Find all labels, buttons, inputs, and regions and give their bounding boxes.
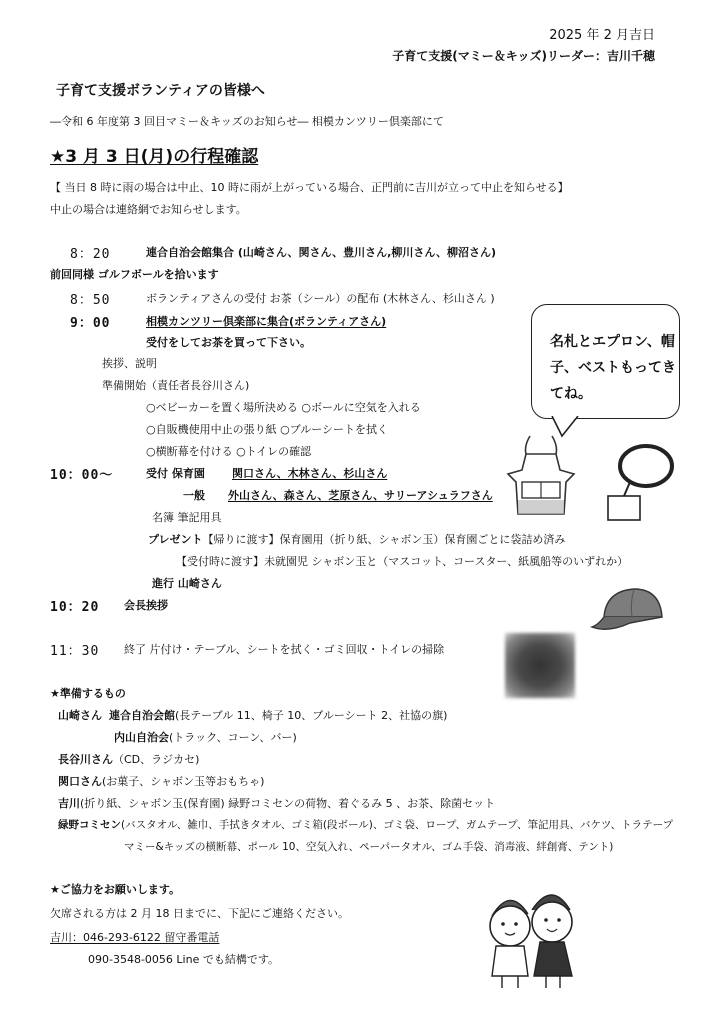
present-label: プレゼント [148, 533, 203, 546]
prep-row-5-text: (折り紙、シャボン玉(保育園) 緑野コミセンの荷物、着ぐるみ 5 、お茶、除菌セット [80, 797, 496, 810]
previous-note: 前回同様 ゴルフボールを拾います [50, 268, 219, 281]
prep-row-3-text: （CD、ラジカセ) [113, 753, 200, 766]
prep-item-1: ○ベビーカーを置く場所決める ○ボールに空気を入れる [146, 401, 421, 414]
present-return: 【帰りに渡す】保育園用（折り紙、シャボン玉）保育園ごとに袋詰め済み [202, 533, 566, 546]
prep-items-title: ★準備するもの [50, 687, 126, 700]
prep-row-6-cont: マミー&キッズの横断幕、ポール 10、空気入れ、ペーパータオル、ゴム手袋、消毒液、絆創膏、テント) [124, 841, 614, 853]
prep-row-1-label: 連合自治会館 [109, 709, 175, 722]
reminder-text: 名札とエプロン、帽子、ベストもってきてね。 [550, 334, 676, 402]
apron-icon [500, 430, 582, 518]
contact-phone-1: 吉川：046-293-6122 留守番電話 [50, 931, 220, 944]
contact-phone-2: 090-3548-0056 Line でも結構です。 [88, 953, 279, 966]
reception-general-label: 一般 [183, 489, 205, 502]
author-line: 子育て支援(マミー＆キッズ)リーダー：吉川千穂 [392, 49, 655, 63]
cancel-notice: 中止の場合は連絡網でお知らせします。 [50, 203, 247, 216]
cooperation-title: ★ご協力をお願いします。 [50, 883, 180, 896]
prep-row-3 [58, 751, 199, 767]
prep-row-6 [58, 817, 673, 832]
time-1130: 11：30 [50, 644, 100, 659]
greeting-explain: 挨拶、説明 [102, 357, 157, 370]
prep-start: 準備開始（責任者長谷川さん) [102, 379, 250, 392]
mascot-characters-icon [470, 880, 590, 1000]
schedule-1130-text: 終了 片付け・テーブル、シートを拭く・ゴミ回収・トイレの掃除 [124, 643, 445, 656]
prep-row-1 [58, 707, 447, 723]
time-1000: 10：00～ [50, 468, 114, 483]
schedule-title-text: ★3 月 3 日(月)の行程確認 [50, 147, 259, 167]
name-tag-icon [600, 440, 680, 530]
prep-row-1-text: (長テーブル 11、椅子 10、ブルーシート 2、社協の旗) [175, 709, 448, 722]
prep-row-2-text: (トラック、コーン、バー) [169, 731, 297, 744]
prep-row-5-who: 吉川 [58, 797, 80, 810]
blurred-photo [505, 633, 575, 698]
present-line-1 [148, 531, 565, 547]
cap-icon [590, 583, 670, 639]
prep-row-6-who: 緑野コミセン [58, 819, 121, 831]
schedule-0850-text: ボランティアさんの受付 お茶（シール）の配布 (木林さん、杉山さん ) [146, 292, 495, 305]
prep-row-4-text: (お菓子、シャボン玉等おもちゃ) [102, 775, 265, 788]
prep-row-1-who: 山崎さん [58, 709, 102, 722]
time-0820: 8：20 [70, 247, 111, 262]
schedule-title [50, 142, 258, 167]
time-0850: 8：50 [70, 293, 111, 308]
prep-item-3: ○横断幕を付ける ○トイレの確認 [146, 445, 312, 458]
reception-label: 受付 保育園 [146, 467, 205, 480]
prep-row-3-who: 長谷川さん [58, 753, 113, 766]
reception-general-staff: 外山さん、森さん、芝原さん、サリーアシュラフさん [228, 489, 493, 502]
present-line-2: 【受付時に渡す】未就園児 シャボン玉と（マスコット、コースター、紙風船等のいずれか） [176, 555, 629, 568]
greeting-heading: 子育て支援ボランティアの皆様へ [56, 83, 265, 99]
prep-item-2: ○自販機使用中止の張り紙 ○ブルーシートを拭く [146, 423, 389, 436]
schedule-0900-sub: 受付をしてお茶を買って下さい。 [146, 336, 311, 349]
prep-row-5 [58, 795, 495, 811]
register-items: 名簿 筆記用具 [152, 511, 222, 524]
prep-row-4-who: 関口さん [58, 775, 102, 788]
mc-line: 進行 山崎さん [152, 577, 222, 590]
absence-notice: 欠席される方は 2 月 18 日までに、下記にご連絡ください。 [50, 907, 349, 920]
notice-subtitle: ―令和 6 年度第 3 回目マミー＆キッズのお知らせ― 相模カンツリー倶楽部にて [50, 115, 444, 128]
prep-row-2 [114, 729, 297, 745]
time-0900: 9：00 [70, 316, 111, 331]
prep-row-2-label: 内山自治会 [114, 731, 169, 744]
prep-row-4 [58, 773, 264, 789]
prep-row-6-text: (バスタオル、雑巾、手拭きタオル、ゴミ箱(段ボール)、ゴミ袋、ロープ、ガムテープ、筆記用具、バケツ、トラテープ [121, 819, 674, 831]
reminder-bubble [531, 304, 680, 419]
time-1020: 10：20 [50, 600, 100, 615]
schedule-0820-text: 連合自治会館集合 (山崎さん、関さん、豊川さん,柳川さん、柳沼さん) [146, 246, 497, 259]
schedule-0900-text: 相模カンツリー倶楽部に集合(ボランティアさん) [146, 315, 387, 328]
reception-nursery-staff: 関口さん、木林さん、杉山さん [232, 467, 388, 480]
schedule-1020-text: 会長挨拶 [124, 599, 168, 612]
document-date: 2025 年 2 月吉日 [549, 28, 655, 43]
rain-notice: 【 当日 8 時に雨の場合は中止、10 時に雨が上がっている場合、正門前に吉川が立って中止を知らせる】 [50, 181, 569, 194]
